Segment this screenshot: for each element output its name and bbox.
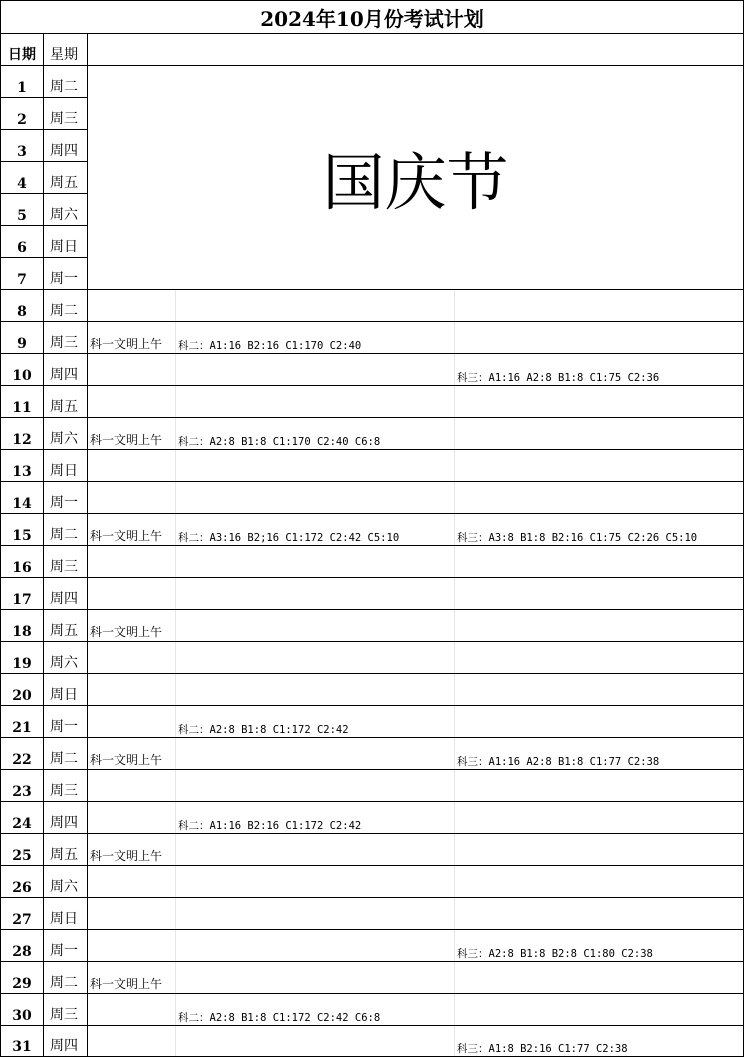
day-cell: 14 [1,482,44,514]
kemu2-plan-cell [176,482,455,514]
table-row [1,866,744,898]
kemu2-plan-cell [176,290,455,322]
kemu3-plan-cell [455,322,744,354]
weekday-cell: 周二 [44,290,88,322]
day-cell: 27 [1,898,44,930]
kemu3-plan-cell: 科三：A1:16 A2:8 B1:8 C1:75 C2:36 [455,354,744,386]
day-cell: 6 [1,226,44,258]
table-row [1,290,744,322]
title-row [1,1,744,34]
kemu3-plan-cell [455,994,744,1026]
weekday-cell: 周六 [44,642,88,674]
day-cell: 25 [1,834,44,866]
table-row [1,642,744,674]
day-cell: 9 [1,322,44,354]
kemu3-plan-cell: 科三：A1:16 A2:8 B1:8 C1:77 C2:38 [455,738,744,770]
kemu2-plan-cell [176,738,455,770]
day-cell: 24 [1,802,44,834]
weekday-cell: 周五 [44,162,88,194]
kemu2-plan-cell [176,354,455,386]
kemu1-note-cell [88,994,176,1026]
table-row [1,546,744,578]
weekday-cell: 周三 [44,994,88,1026]
kemu3-plan-cell [455,802,744,834]
holiday-label: 国庆节 [88,66,744,290]
day-cell: 30 [1,994,44,1026]
header-row [1,34,744,66]
kemu3-plan-cell [455,578,744,610]
weekday-cell: 周四 [44,1026,88,1057]
kemu2-plan-cell [176,610,455,642]
kemu3-plan-cell [455,674,744,706]
weekday-cell: 周六 [44,866,88,898]
table-row [1,994,744,1026]
kemu2-plan-cell [176,898,455,930]
weekday-cell: 周二 [44,738,88,770]
weekday-cell: 周日 [44,450,88,482]
table-row [1,354,744,386]
day-cell: 4 [1,162,44,194]
table-row [1,706,744,738]
day-cell: 8 [1,290,44,322]
kemu1-note-cell: 科一文明上午 [88,610,176,642]
kemu2-plan-cell: 科二：A1:16 B2:16 C1:172 C2:42 [176,802,455,834]
weekday-cell: 周二 [44,514,88,546]
kemu1-note-cell: 科一文明上午 [88,834,176,866]
table-row [1,738,744,770]
kemu2-plan-cell: 科二：A2:8 B1:8 C1:172 C2:42 C6:8 [176,994,455,1026]
kemu3-plan-cell [455,706,744,738]
kemu2-plan-cell [176,1026,455,1057]
weekday-cell: 周三 [44,546,88,578]
table-row [1,514,744,546]
kemu3-plan-cell [455,290,744,322]
kemu1-note-cell [88,354,176,386]
kemu1-note-cell: 科一文明上午 [88,962,176,994]
kemu2-plan-cell [176,770,455,802]
kemu3-plan-cell [455,450,744,482]
kemu2-plan-cell [176,930,455,962]
kemu1-note-cell: 科一文明上午 [88,322,176,354]
kemu1-note-cell [88,866,176,898]
kemu2-plan-cell [176,642,455,674]
weekday-cell: 周六 [44,194,88,226]
kemu1-note-cell [88,546,176,578]
weekday-cell: 周日 [44,674,88,706]
kemu3-plan-cell [455,898,744,930]
kemu3-plan-cell [455,770,744,802]
kemu1-note-cell [88,770,176,802]
kemu2-plan-cell [176,834,455,866]
day-cell: 11 [1,386,44,418]
kemu1-note-cell [88,706,176,738]
kemu3-plan-cell [455,962,744,994]
kemu1-note-cell: 科一文明上午 [88,738,176,770]
day-cell: 26 [1,866,44,898]
table-row [1,898,744,930]
weekday-cell: 周五 [44,610,88,642]
sheet-title: 2024年10月份考试计划 [1,1,744,34]
kemu3-plan-cell [455,482,744,514]
table-row [1,482,744,514]
table-row [1,834,744,866]
day-cell: 16 [1,546,44,578]
kemu1-note-cell: 科一文明上午 [88,514,176,546]
day-cell: 19 [1,642,44,674]
table-row [1,930,744,962]
table-row [1,610,744,642]
kemu1-note-cell [88,450,176,482]
kemu1-note-cell [88,930,176,962]
kemu2-plan-cell [176,546,455,578]
day-cell: 1 [1,66,44,98]
weekday-cell: 周日 [44,226,88,258]
kemu1-note-cell [88,482,176,514]
weekday-cell: 周一 [44,258,88,290]
kemu3-plan-cell: 科三：A1:8 B2:16 C1:77 C2:38 [455,1026,744,1057]
weekday-cell: 周一 [44,482,88,514]
kemu3-plan-cell [455,546,744,578]
kemu3-plan-cell: 科三：A3:8 B1:8 B2:16 C1:75 C2:26 C5:10 [455,514,744,546]
weekday-cell: 周五 [44,386,88,418]
table-row [1,578,744,610]
kemu2-plan-cell [176,962,455,994]
weekday-cell: 周日 [44,898,88,930]
weekday-cell: 周一 [44,930,88,962]
header-weekday: 星期 [44,34,88,66]
header-date: 日期 [1,34,44,66]
kemu3-plan-cell [455,386,744,418]
kemu1-note-cell [88,898,176,930]
kemu1-note-cell [88,290,176,322]
kemu3-plan-cell [455,834,744,866]
kemu1-note-cell [88,674,176,706]
weekday-cell: 周一 [44,706,88,738]
day-cell: 12 [1,418,44,450]
weekday-cell: 周三 [44,770,88,802]
table-row [1,962,744,994]
kemu2-plan-cell [176,386,455,418]
kemu1-note-cell [88,802,176,834]
day-cell: 5 [1,194,44,226]
weekday-cell: 周三 [44,98,88,130]
weekday-cell: 周四 [44,130,88,162]
weekday-cell: 周二 [44,962,88,994]
day-cell: 2 [1,98,44,130]
kemu3-plan-cell [455,642,744,674]
table-row [1,322,744,354]
kemu1-note-cell [88,386,176,418]
kemu3-plan-cell [455,610,744,642]
kemu1-note-cell [88,578,176,610]
table-row [1,386,744,418]
weekday-cell: 周四 [44,802,88,834]
kemu2-plan-cell [176,450,455,482]
table-row [1,802,744,834]
header-blank [88,34,744,66]
weekday-cell: 周五 [44,834,88,866]
day-cell: 28 [1,930,44,962]
day-cell: 7 [1,258,44,290]
table-row [1,1026,744,1057]
table-row [1,418,744,450]
day-cell: 21 [1,706,44,738]
weekday-cell: 周四 [44,354,88,386]
weekday-cell: 周二 [44,66,88,98]
day-cell: 20 [1,674,44,706]
kemu2-plan-cell [176,866,455,898]
day-cell: 10 [1,354,44,386]
kemu2-plan-cell: 科二：A3:16 B2;16 C1:172 C2:42 C5:10 [176,514,455,546]
table-row [1,450,744,482]
table-row [1,770,744,802]
weekday-cell: 周三 [44,322,88,354]
kemu2-plan-cell: 科二：A2:8 B1:8 C1:172 C2:42 [176,706,455,738]
weekday-cell: 周六 [44,418,88,450]
kemu2-plan-cell: 科二：A2:8 B1:8 C1:170 C2:40 C6:8 [176,418,455,450]
kemu1-note-cell: 科一文明上午 [88,418,176,450]
weekday-cell: 周四 [44,578,88,610]
kemu2-plan-cell [176,674,455,706]
kemu3-plan-cell: 科三：A2:8 B1:8 B2:8 C1:80 C2:38 [455,930,744,962]
day-cell: 29 [1,962,44,994]
day-cell: 23 [1,770,44,802]
kemu1-note-cell [88,642,176,674]
kemu3-plan-cell [455,418,744,450]
kemu2-plan-cell: 科二：A1:16 B2:16 C1:170 C2:40 [176,322,455,354]
kemu2-plan-cell [176,578,455,610]
day-cell: 17 [1,578,44,610]
table-row [1,674,744,706]
kemu3-plan-cell [455,866,744,898]
day-cell: 15 [1,514,44,546]
kemu1-note-cell [88,1026,176,1057]
day-cell: 13 [1,450,44,482]
table-row [1,66,744,98]
day-cell: 18 [1,610,44,642]
day-cell: 3 [1,130,44,162]
day-cell: 22 [1,738,44,770]
table-body [1,1,744,1057]
day-cell: 31 [1,1026,44,1057]
